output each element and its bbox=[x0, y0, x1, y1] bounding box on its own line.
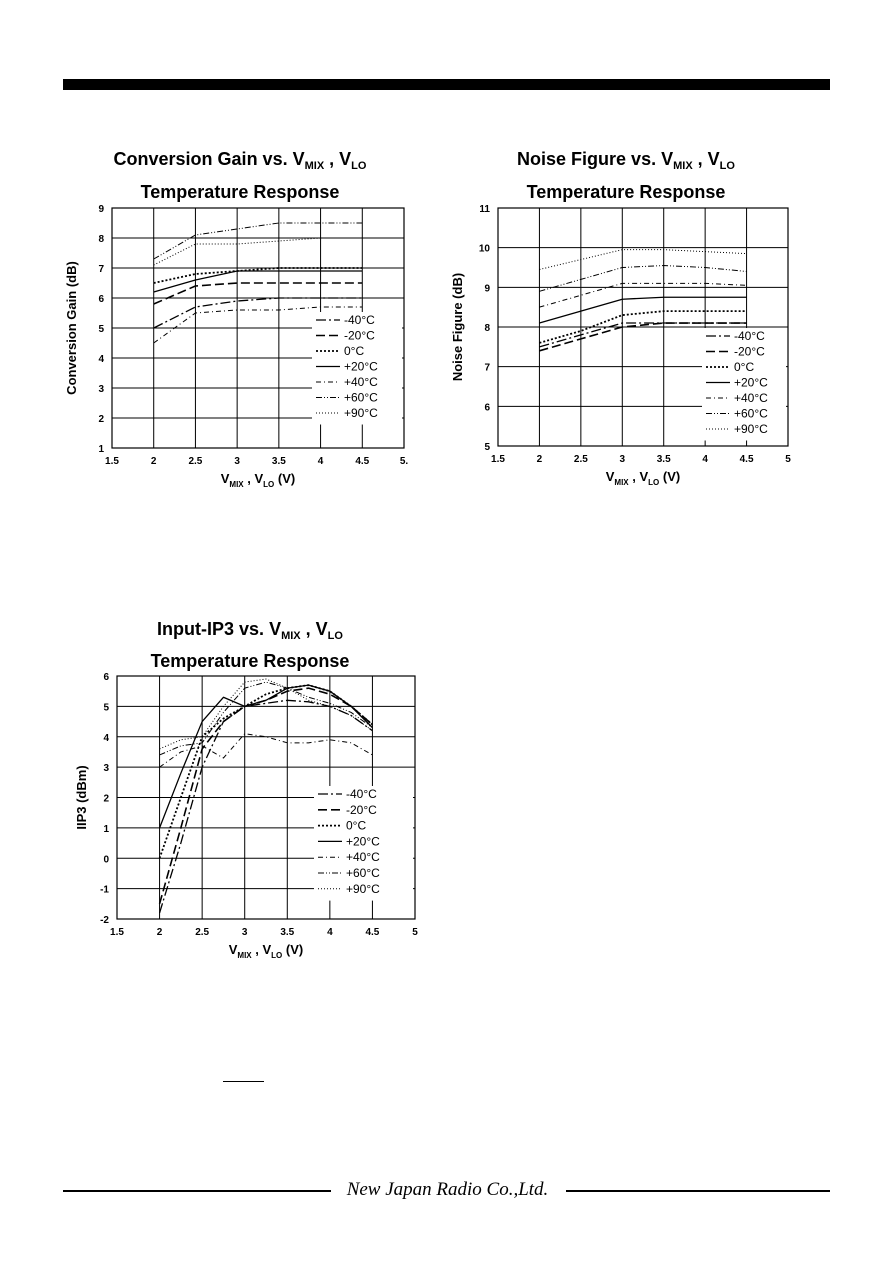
short-rule bbox=[223, 1081, 264, 1082]
x-tick-label: 2.5 bbox=[195, 927, 210, 938]
x-tick-label: 1.5 bbox=[491, 454, 505, 465]
chart-plot-area bbox=[60, 146, 420, 496]
y-tick-label: 6 bbox=[103, 672, 109, 683]
y-tick-label: 8 bbox=[484, 323, 490, 334]
y-tick-label: -2 bbox=[100, 915, 109, 926]
x-axis-label-part: (V) bbox=[282, 942, 304, 957]
chart-title-line1: Noise Figure vs. $V_{MIX}$ , $V_{LO}$ bbox=[517, 149, 735, 172]
x-tick-label: 1.5 bbox=[110, 927, 124, 938]
y-tick-label: 11 bbox=[479, 204, 490, 215]
x-axis-label-part: , V bbox=[251, 942, 272, 957]
y-tick-label: 5 bbox=[98, 324, 104, 335]
x-axis-label-part: V bbox=[228, 942, 238, 957]
legend-label: -40°C bbox=[344, 313, 375, 327]
footer-rule-left bbox=[63, 1190, 331, 1192]
legend-label: +90°C bbox=[346, 881, 380, 896]
x-axis-label-subscript: LO bbox=[648, 478, 660, 487]
x-tick-label: 4 bbox=[702, 454, 708, 465]
series-line-3 bbox=[154, 271, 363, 292]
x-axis-label-part: V bbox=[220, 471, 230, 486]
chart-legend bbox=[702, 328, 786, 441]
legend-label: -20°C bbox=[344, 328, 375, 343]
y-tick-label: 5 bbox=[103, 702, 109, 714]
x-tick-label: 4 bbox=[327, 927, 333, 938]
x-tick-label: 4.5 bbox=[365, 927, 380, 938]
x-tick-label: 4 bbox=[317, 456, 324, 467]
legend-label: +60°C bbox=[346, 866, 380, 880]
y-tick-label: 3 bbox=[98, 384, 104, 395]
company-logo: New Japan Radio Co.,Ltd. bbox=[346, 1179, 549, 1200]
x-tick-label: 3 bbox=[234, 456, 240, 467]
chart-title-line1: Input-IP3 vs. $V_{MIX}$ , $V_{LO}$ bbox=[157, 619, 343, 642]
chart-legend bbox=[314, 786, 413, 901]
y-tick-label: 7 bbox=[484, 362, 490, 374]
x-axis-label-subscript: MIX bbox=[614, 478, 629, 487]
y-tick-label: 6 bbox=[98, 294, 104, 305]
footer-rule-right bbox=[566, 1190, 830, 1192]
y-axis-label: Noise Figure (dB) bbox=[450, 272, 465, 382]
series-line-6 bbox=[160, 679, 373, 749]
header-bar bbox=[63, 79, 830, 90]
x-tick-label: 5. bbox=[399, 456, 409, 467]
legend-label: +20°C bbox=[734, 375, 768, 390]
x-axis-label bbox=[606, 469, 680, 487]
chart-plot-area bbox=[446, 146, 806, 496]
x-axis-label-subscript: MIX bbox=[229, 480, 244, 489]
y-tick-label: 10 bbox=[478, 243, 490, 255]
x-axis-label-subscript: LO bbox=[271, 951, 283, 960]
legend-label: +20°C bbox=[346, 834, 380, 849]
x-tick-label: 1.5 bbox=[105, 456, 119, 467]
chart-title-line2: Temperature Response bbox=[526, 182, 726, 202]
y-tick-label: 2 bbox=[103, 793, 109, 805]
x-axis-label-part: V bbox=[605, 469, 615, 484]
y-tick-label: 2 bbox=[98, 414, 104, 425]
y-tick-label: 1 bbox=[98, 444, 104, 455]
x-tick-label: 5 bbox=[412, 927, 418, 938]
legend-label: -40°C bbox=[734, 329, 765, 343]
chart-conversion-gain bbox=[60, 146, 420, 496]
y-tick-label: 4 bbox=[98, 354, 104, 365]
y-tick-label: 9 bbox=[484, 283, 490, 295]
legend-label: +60°C bbox=[344, 390, 378, 405]
legend-label: +40°C bbox=[346, 850, 380, 865]
y-tick-label: 7 bbox=[98, 264, 104, 275]
y-axis-label: Conversion Gain (dB) bbox=[64, 261, 79, 395]
y-tick-label: 8 bbox=[98, 234, 104, 245]
x-tick-label: 3.5 bbox=[271, 456, 286, 467]
series-line-5 bbox=[154, 223, 363, 259]
y-tick-label: 3 bbox=[103, 763, 109, 775]
legend-label: +40°C bbox=[344, 375, 378, 389]
x-tick-label: 3.5 bbox=[656, 454, 671, 465]
x-tick-label: 3.5 bbox=[280, 927, 295, 938]
series-line-6 bbox=[154, 238, 363, 265]
x-axis-label-subscript: MIX bbox=[237, 951, 252, 960]
x-tick-label: 5 bbox=[785, 454, 791, 465]
legend-label: +40°C bbox=[734, 391, 768, 405]
legend-label: +90°C bbox=[344, 406, 378, 420]
x-axis-label bbox=[221, 471, 295, 489]
legend-label: +60°C bbox=[734, 406, 768, 421]
legend-label: -20°C bbox=[346, 802, 377, 817]
y-tick-label: -1 bbox=[100, 884, 109, 896]
series-line-3 bbox=[539, 297, 746, 323]
x-axis-label-subscript: LO bbox=[263, 480, 275, 489]
y-tick-label: 6 bbox=[484, 402, 490, 414]
x-tick-label: 2 bbox=[156, 927, 163, 938]
x-tick-label: 4.5 bbox=[739, 454, 754, 465]
x-tick-label: 4.5 bbox=[355, 456, 370, 467]
y-axis-label: IIP3 (dBm) bbox=[74, 765, 89, 830]
series-line-2 bbox=[154, 268, 363, 283]
series-line-1 bbox=[154, 283, 363, 304]
legend-label: 0°C bbox=[344, 344, 365, 358]
x-tick-label: 3 bbox=[619, 454, 626, 465]
chart-noise-figure bbox=[446, 146, 806, 496]
y-tick-label: 0 bbox=[103, 854, 109, 866]
chart-input-ip3 bbox=[70, 616, 430, 971]
legend-label: 0°C bbox=[346, 818, 367, 833]
y-tick-label: 5 bbox=[484, 442, 490, 453]
x-axis-label-part: (V) bbox=[659, 469, 681, 484]
legend-label: +90°C bbox=[734, 422, 768, 436]
series-line-5 bbox=[160, 682, 373, 755]
x-axis-label bbox=[229, 942, 303, 960]
chart-legend bbox=[312, 312, 402, 425]
x-tick-label: 2 bbox=[150, 456, 157, 467]
legend-label: 0°C bbox=[734, 360, 755, 374]
legend-label: -20°C bbox=[734, 344, 765, 359]
chart-title-line1: Conversion Gain vs. $V_{MIX}$ , $V_{LO}$ bbox=[113, 149, 367, 172]
chart-title-line2: Temperature Response bbox=[140, 182, 340, 202]
legend-label: -40°C bbox=[346, 787, 377, 801]
x-tick-label: 2 bbox=[536, 454, 543, 465]
x-tick-label: 2.5 bbox=[188, 456, 203, 467]
chart-plot-area bbox=[70, 616, 430, 971]
x-tick-label: 2.5 bbox=[573, 454, 588, 465]
x-axis-label-part: , V bbox=[243, 471, 264, 486]
x-axis-label-part: , V bbox=[628, 469, 649, 484]
y-tick-label: 1 bbox=[103, 823, 109, 835]
legend-label: +20°C bbox=[344, 359, 378, 374]
chart-title-line2: Temperature Response bbox=[150, 651, 350, 671]
x-axis-label-part: (V) bbox=[274, 471, 296, 486]
y-tick-label: 4 bbox=[103, 732, 109, 744]
x-tick-label: 3 bbox=[241, 927, 248, 938]
y-tick-label: 9 bbox=[98, 204, 104, 215]
